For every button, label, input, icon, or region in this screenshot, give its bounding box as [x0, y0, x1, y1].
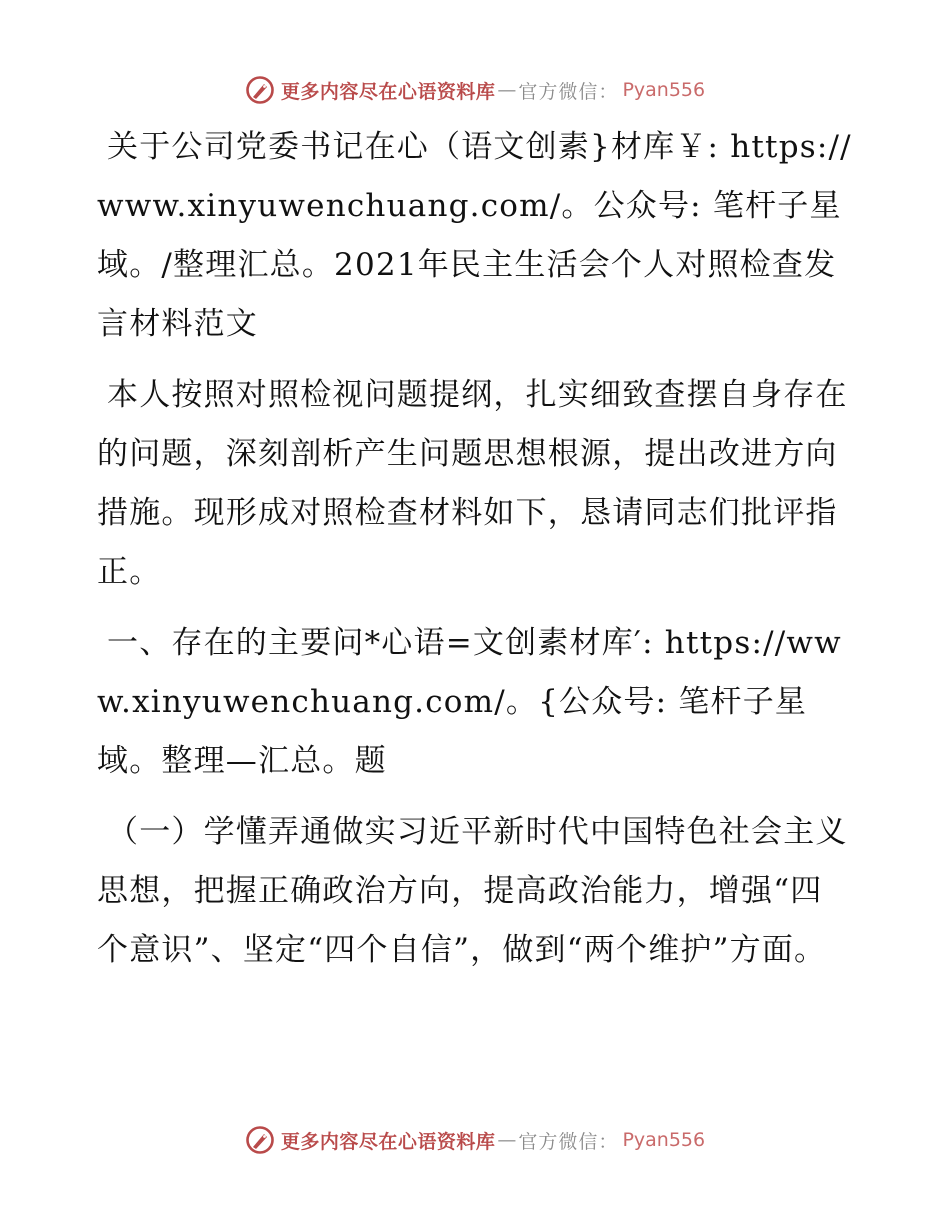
banner-main-text: 更多内容尽在心语资料库 — [280, 1130, 496, 1153]
banner-wechat-label: 官方微信： — [518, 1130, 619, 1153]
subsection-heading-paragraph: （一）学懂弄通做实习近平新时代中国特色社会主义思想，把握正确政治方向，提高政治能力，增强“四个意识”、坚定“四个自信”，做到“两个维护”方面。 — [97, 814, 848, 968]
pen-nib-circle-icon — [245, 75, 275, 105]
section-heading-paragraph: 一、存在的主要问*心语=文创素材库′: https://www.xinyuwenchuang.com/。{公众号: 笔杆子星域。整理—汇总。题 — [97, 625, 842, 779]
banner-wechat-label: 官方微信： — [518, 80, 619, 103]
document-title-paragraph: 关于公司党委书记在心（语文创素}材库￥: https://www.xinyuwenchuang.com/。公众号: 笔杆子星域。/整理汇总。2021年民主生活会个人对照检查发言材料范文 — [97, 129, 852, 342]
pen-nib-circle-icon — [245, 1125, 275, 1155]
banner-separator: — — [497, 79, 517, 101]
document-body — [97, 118, 853, 992]
banner-separator: — — [497, 1129, 517, 1151]
footer-watermark-banner — [0, 1120, 950, 1160]
banner-wechat-id: Pyan556 — [622, 79, 706, 101]
banner-main-text: 更多内容尽在心语资料库 — [280, 80, 496, 103]
intro-paragraph: 本人按照对照检视问题提纲，扎实细致查摆自身存在的问题，深刻剖析产生问题思想根源，提出改进方向措施。现形成对照检查材料如下，恳请同志们批评指正。 — [97, 377, 848, 590]
banner-wechat-id: Pyan556 — [622, 1129, 706, 1151]
header-watermark-banner — [0, 70, 950, 110]
